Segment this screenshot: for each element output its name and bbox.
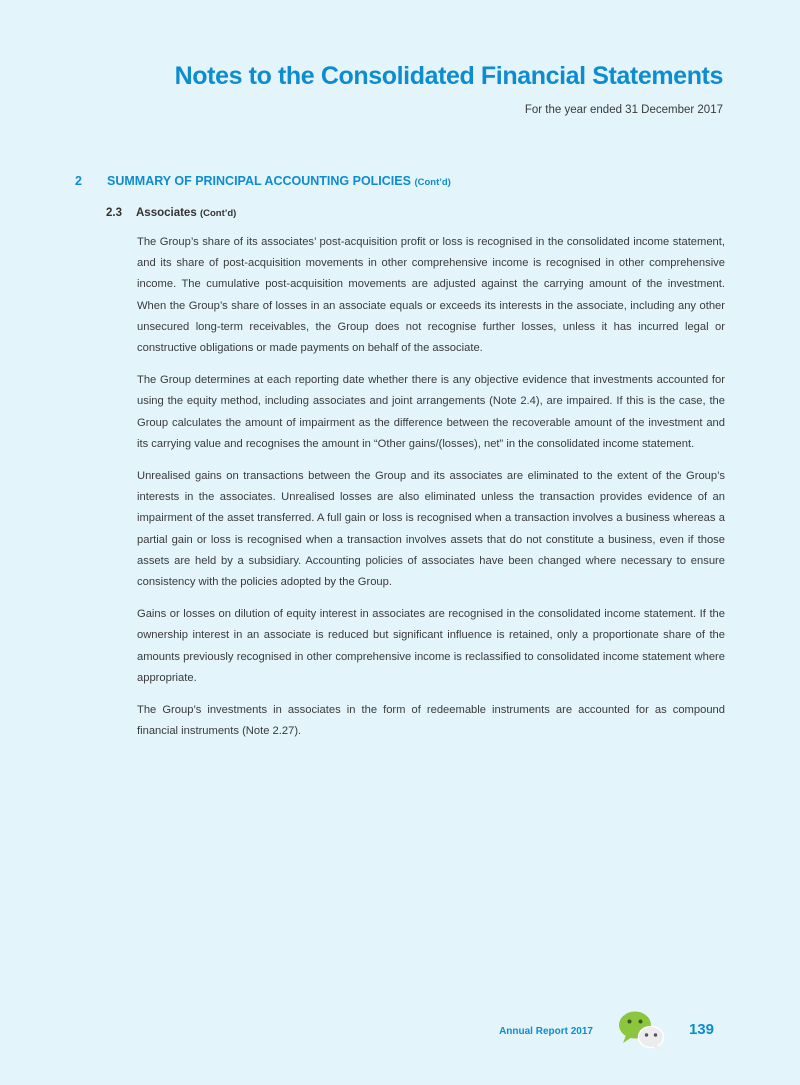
page-subtitle: For the year ended 31 December 2017	[524, 104, 723, 116]
section-continued-label: (Cont’d)	[414, 177, 451, 188]
subsection-title: Associates	[136, 207, 197, 219]
section-heading	[75, 174, 451, 188]
subsection-heading	[106, 207, 236, 219]
footer-report-label: Annual Report 2017	[499, 1026, 593, 1037]
wechat-logo-icon	[617, 1010, 667, 1052]
paragraph: The Group’s share of its associates’ post-acquisition profit or loss is recognised in the consolidated income statement, and its share of post-acquisition movements in other comprehensive income is recognised in other comprehensive income. The cumulative post-acquisition movements are adjusted against the carrying amount of the investment. When the Group’s share of losses in an associate equals or exceeds its interests in the associate, including any other unsecured long-term receivables, the Group does not recognise further losses, unless it has incurred legal or constructive obligations or made payments on behalf of the associate.	[137, 236, 725, 355]
subsection-number: 2.3	[106, 207, 122, 219]
paragraph: Gains or losses on dilution of equity interest in associates are recognised in the consolidated income statement. If the ownership interest in an associate is reduced but significant influence is retained, only a proportionate share of the amounts previously recognised in other comprehensive income is reclassified to consolidated income statement where appropriate.	[137, 608, 725, 684]
paragraph: The Group determines at each reporting date whether there is any objective evidence that investments accounted for using the equity method, including associates and joint arrangements (Note 2.4), are impaired. If this is the case, the Group calculates the amount of impairment as the difference between the recoverable amount of the investment and its carrying value and recognises the amount in “Other gains/(losses), net” in the consolidated income statement.	[137, 374, 725, 450]
body-text	[137, 232, 725, 753]
page-number: 139	[688, 1021, 714, 1038]
page-title: Notes to the Consolidated Financial Statements	[174, 62, 723, 90]
section-title: SUMMARY OF PRINCIPAL ACCOUNTING POLICIES	[107, 174, 411, 188]
paragraph: The Group’s investments in associates in the form of redeemable instruments are accounted for as compound financial instruments (Note 2.27).	[137, 704, 725, 738]
section-number: 2	[75, 174, 82, 188]
paragraph: Unrealised gains on transactions between the Group and its associates are eliminated to the extent of the Group’s interests in the associates. Unrealised losses are also eliminated unless the transaction provides evidence of an impairment of the asset transferred. A full gain or loss is recognised when a transaction involves a business whereas a partial gain or loss is recognised when a transaction involves assets that do not constitute a business, even if those assets are held by a subsidiary. Accounting policies of associates have been changed where necessary to ensure consistency with the policies adopted by the Group.	[137, 470, 725, 589]
subsection-continued-label: (Cont’d)	[199, 208, 237, 219]
